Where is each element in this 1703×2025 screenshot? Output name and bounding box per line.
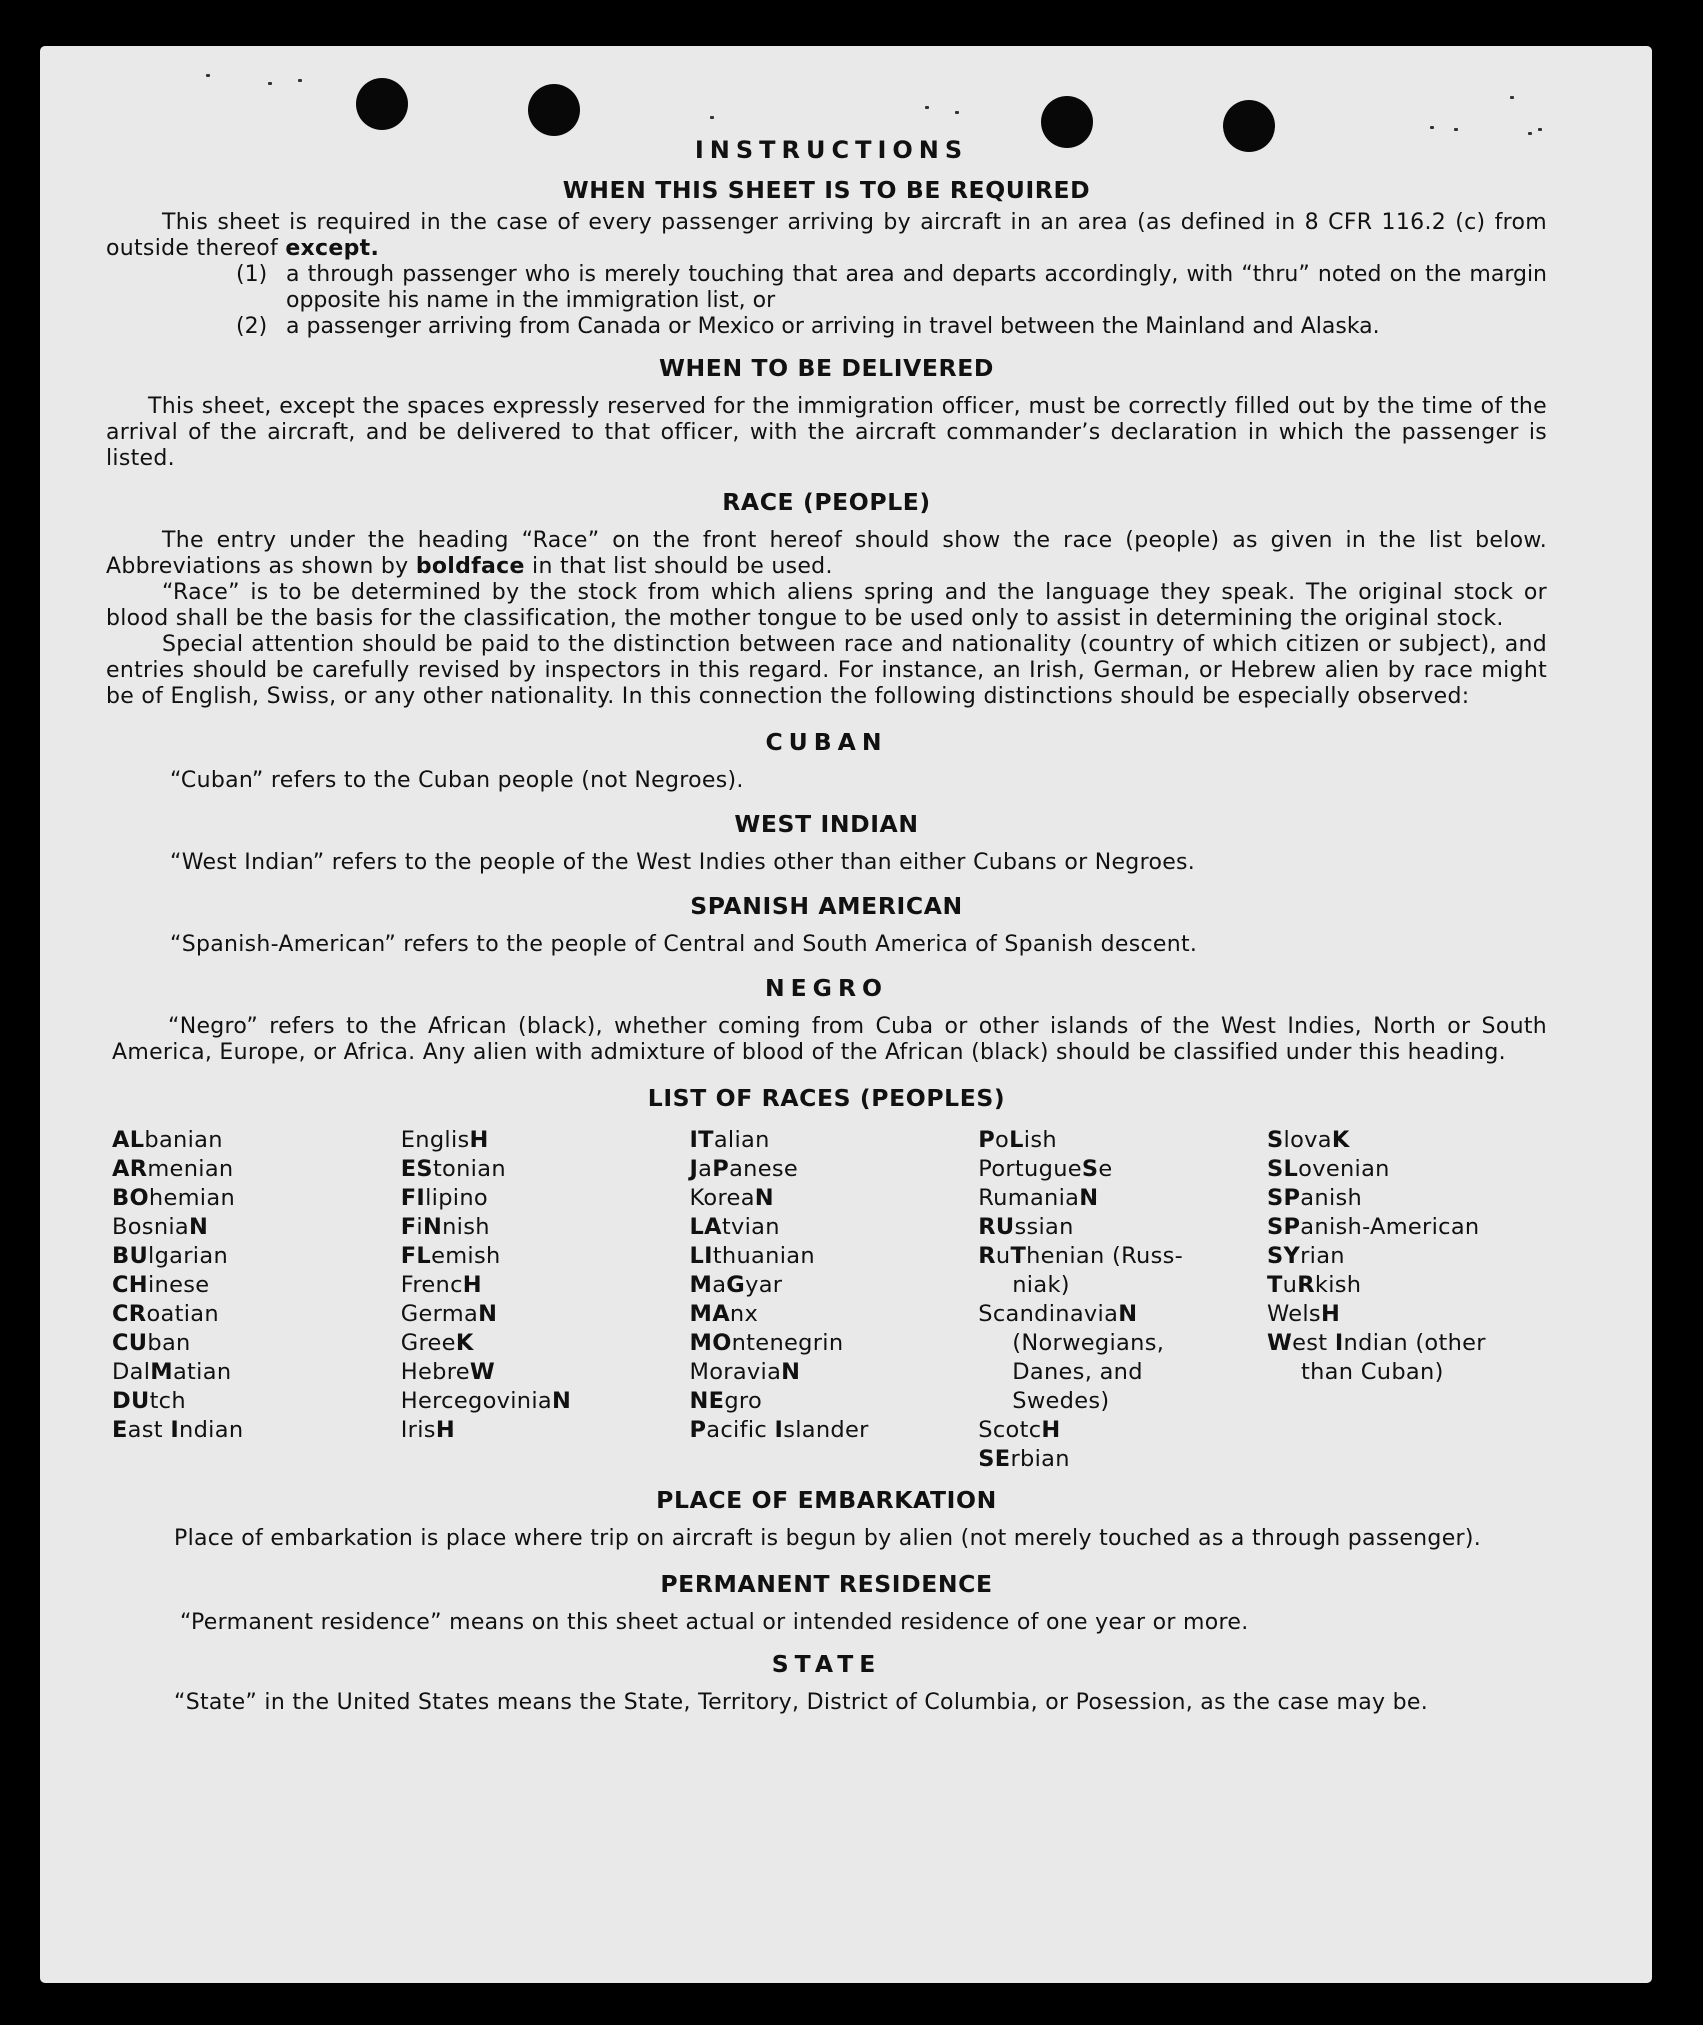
- race-text: atian: [172, 1359, 232, 1385]
- race-paragraph-3: Special attention should be paid to the distinction between race and nationality (country of which citizen or subject), and entries should be carefully revised by inspectors in this regard. For instance, an Irish, German, or Hebrew alien by race might be of English, Swiss, or any other nationality. In this connection the following distinctions should be especially observed:: [106, 632, 1547, 709]
- race-p1-text: The entry under the heading “Race” on the front hereof should show the race (people) as given in the list below. Abbreviations as shown by: [106, 528, 1547, 579]
- race-text: tch: [149, 1388, 186, 1414]
- item-number: (2): [236, 314, 268, 339]
- race-entry: [401, 1416, 675, 1445]
- race-abbrev: P: [978, 1127, 996, 1153]
- race-text: o: [995, 1127, 1010, 1153]
- race-abbrev: N: [422, 1214, 443, 1240]
- race-entry: [401, 1213, 675, 1242]
- race-abbrev: N: [781, 1359, 801, 1385]
- race-text: kish: [1314, 1272, 1362, 1298]
- heading-when-delivered: WHEN TO BE DELIVERED: [659, 354, 994, 382]
- race-abbrev: SP: [1267, 1214, 1301, 1240]
- race-abbrev: LI: [689, 1243, 713, 1269]
- race-text: ssian: [1014, 1214, 1074, 1240]
- race-text: anish: [1300, 1185, 1363, 1211]
- race-entry: [690, 1184, 964, 1213]
- race-text: Englis: [400, 1127, 470, 1153]
- race-abbrev: MA: [689, 1301, 730, 1327]
- heading-west-indian: WEST INDIAN: [734, 810, 919, 838]
- race-text: Scotc: [978, 1417, 1042, 1443]
- race-abbrev: H: [1041, 1417, 1061, 1443]
- race-text: anish-American: [1300, 1214, 1480, 1240]
- race-abbrev: R: [1297, 1272, 1315, 1298]
- race-text: Hercegovinia: [400, 1388, 552, 1414]
- race-entry: [401, 1387, 675, 1416]
- race-abbrev: M: [689, 1272, 713, 1298]
- race-text: ovenian: [1298, 1156, 1390, 1182]
- race-abbrev: CR: [112, 1301, 147, 1327]
- race-abbrev: N: [1079, 1185, 1099, 1211]
- speck: [1528, 132, 1532, 135]
- race-abbrev: L: [1009, 1127, 1024, 1153]
- speck: [206, 74, 210, 77]
- race-text: tvian: [721, 1214, 780, 1240]
- race-abbrev: S: [1267, 1127, 1284, 1153]
- delivered-text: This sheet, except the spaces expressly reserved for the immigration officer, must be correctly filled out by the time of the arrival of the aircraft, and be delivered to that officer, with the aircraft commander’s declaration in which the passenger is listed.: [106, 394, 1547, 471]
- race-text: rian: [1300, 1243, 1345, 1269]
- race-text: yar: [745, 1272, 783, 1298]
- race-abbrev: NE: [689, 1388, 725, 1414]
- race-abbrev: I: [774, 1417, 784, 1443]
- race-p1-text-end: in that list should be used.: [532, 554, 833, 579]
- race-text: Hebre: [400, 1359, 470, 1385]
- race-text: thuanian: [712, 1243, 815, 1269]
- negro-text: “Negro” refers to the African (black), whether coming from Cuba or other islands of the West Indies, North or South America, Europe, or Africa. Any alien with admixture of blood of the African (black) should be classified under this heading.: [112, 1014, 1547, 1065]
- race-abbrev: FI: [400, 1185, 426, 1211]
- race-text: Korea: [689, 1185, 755, 1211]
- race-abbrev: K: [1331, 1127, 1350, 1153]
- race-entry: [112, 1329, 386, 1358]
- race-entry: [112, 1213, 386, 1242]
- race-entry: [112, 1126, 386, 1155]
- race-text: emish: [431, 1243, 501, 1269]
- race-text: inese: [147, 1272, 210, 1298]
- race-entry: [690, 1155, 964, 1184]
- race-abbrev: LA: [689, 1214, 722, 1240]
- heading-negro: NEGRO: [764, 974, 889, 1002]
- race-text: i: [416, 1214, 423, 1240]
- race-entry: [978, 1213, 1252, 1242]
- speck: [710, 116, 714, 119]
- race-entry: [401, 1329, 675, 1358]
- race-text: gro: [724, 1388, 763, 1414]
- required-intro-bold: except.: [285, 236, 380, 261]
- race-entry: [978, 1242, 1252, 1300]
- race-text: oatian: [146, 1301, 219, 1327]
- required-item-2: [106, 314, 1547, 340]
- heading-when-required: WHEN THIS SHEET IS TO BE REQUIRED: [562, 176, 1091, 204]
- race-abbrev: G: [726, 1272, 746, 1298]
- race-abbrev: S: [1081, 1156, 1099, 1182]
- race-entry: [1267, 1184, 1541, 1213]
- race-paragraph-2: “Race” is to be determined by the stock from which aliens spring and the language they speak. The original stock or blood shall be the basis for the classification, the mother tongue to be used only to assist in determining the original stock.: [106, 580, 1547, 631]
- race-entry: [690, 1358, 964, 1387]
- race-abbrev: K: [455, 1330, 474, 1356]
- race-entry: [401, 1271, 675, 1300]
- race-text: ast: [127, 1417, 171, 1443]
- race-abbrev: ES: [400, 1156, 433, 1182]
- race-text: Germa: [400, 1301, 479, 1327]
- race-text: slander: [783, 1417, 869, 1443]
- race-abbrev: MO: [689, 1330, 732, 1356]
- race-text: ndian: [179, 1417, 244, 1443]
- race-text: Scandinavia: [978, 1301, 1119, 1327]
- race-text: nx: [729, 1301, 759, 1327]
- race-abbrev: P: [712, 1156, 730, 1182]
- race-text: rbian: [1010, 1446, 1070, 1472]
- race-entry: [690, 1329, 964, 1358]
- embarkation-text: Place of embarkation is place where trip on aircraft is begun by alien (not merely touched as a through passenger).: [174, 1526, 1482, 1551]
- speck: [925, 106, 929, 109]
- race-abbrev: BO: [112, 1185, 149, 1211]
- race-entry: [690, 1416, 964, 1445]
- race-text: banian: [144, 1127, 223, 1153]
- race-entry: [401, 1300, 675, 1329]
- race-entry: [690, 1271, 964, 1300]
- heading-race: RACE (PEOPLE): [722, 488, 931, 516]
- race-abbrev: CU: [112, 1330, 148, 1356]
- race-abbrev: P: [689, 1417, 707, 1443]
- race-text: u: [995, 1243, 1011, 1269]
- races-list: [106, 1126, 1547, 1474]
- race-entry: [112, 1358, 386, 1387]
- race-abbrev: FL: [400, 1243, 432, 1269]
- race-text: acific: [706, 1417, 775, 1443]
- race-text: nish: [442, 1214, 490, 1240]
- races-column-1: [112, 1126, 386, 1474]
- races-column-2: [401, 1126, 675, 1474]
- speck: [268, 82, 272, 85]
- page-title: INSTRUCTIONS: [694, 136, 969, 164]
- race-abbrev: N: [552, 1388, 572, 1414]
- race-text-continued: (Norwegians,: [1012, 1330, 1165, 1356]
- race-text: ish: [1023, 1127, 1057, 1153]
- heading-list-of-races: LIST OF RACES (PEOPLES): [647, 1084, 1006, 1112]
- race-entry: [690, 1126, 964, 1155]
- race-text: alian: [713, 1127, 770, 1153]
- race-abbrev: N: [189, 1214, 209, 1240]
- race-text: lgarian: [148, 1243, 229, 1269]
- race-entry: [112, 1416, 386, 1445]
- race-entry: [401, 1155, 675, 1184]
- heading-embarkation: PLACE OF EMBARKATION: [656, 1486, 997, 1514]
- punch-hole: [528, 84, 580, 136]
- race-entry: [978, 1416, 1252, 1445]
- race-abbrev: W: [469, 1359, 496, 1385]
- race-entry: [978, 1445, 1252, 1474]
- race-entry: [978, 1184, 1252, 1213]
- race-abbrev: I: [1334, 1330, 1344, 1356]
- race-abbrev: R: [978, 1243, 996, 1269]
- race-entry: [401, 1242, 675, 1271]
- race-abbrev: E: [112, 1417, 128, 1443]
- speck: [1454, 128, 1458, 131]
- race-abbrev: N: [478, 1301, 498, 1327]
- speck: [1430, 126, 1434, 129]
- race-entry: [112, 1300, 386, 1329]
- race-abbrev: H: [469, 1127, 489, 1153]
- punch-hole: [356, 78, 408, 130]
- race-entry: [1267, 1242, 1541, 1271]
- race-text: a: [712, 1272, 727, 1298]
- race-entry: [1267, 1155, 1541, 1184]
- race-text: ban: [147, 1330, 191, 1356]
- race-text: anese: [729, 1156, 799, 1182]
- race-abbrev: SP: [1267, 1185, 1301, 1211]
- race-abbrev: F: [400, 1214, 417, 1240]
- race-text-continued: Swedes): [1012, 1388, 1110, 1414]
- race-text-continued: than Cuban): [1301, 1359, 1444, 1385]
- races-column-4: [978, 1126, 1252, 1474]
- race-text: menian: [147, 1156, 234, 1182]
- race-entry: [112, 1242, 386, 1271]
- races-column-3: [690, 1126, 964, 1474]
- race-text: Frenc: [400, 1272, 463, 1298]
- races-column-5: [1267, 1126, 1541, 1474]
- instructions-content: [106, 136, 1547, 1716]
- race-text: Gree: [400, 1330, 456, 1356]
- race-abbrev: SE: [978, 1446, 1011, 1472]
- race-entry: [112, 1184, 386, 1213]
- race-entry: [401, 1126, 675, 1155]
- race-entry: [978, 1126, 1252, 1155]
- required-item-1: [106, 262, 1547, 314]
- race-entry: [690, 1242, 964, 1271]
- speck: [955, 111, 959, 114]
- race-entry: [978, 1300, 1252, 1416]
- race-abbrev: AL: [112, 1127, 145, 1153]
- speck: [1510, 96, 1514, 99]
- race-abbrev: SL: [1267, 1156, 1299, 1182]
- heading-state: STATE: [771, 1650, 882, 1678]
- required-intro-text: This sheet is required in the case of every passenger arriving by aircraft in an area (as defined in 8 CFR 116.2 (c) from outside thereof: [106, 210, 1547, 261]
- item-text: a passenger arriving from Canada or Mexico or arriving in travel between the Mainland and Alaska.: [286, 314, 1380, 339]
- race-text: Moravia: [689, 1359, 782, 1385]
- race-entry: [1267, 1271, 1541, 1300]
- heading-cuban: CUBAN: [765, 728, 888, 756]
- race-abbrev: M: [150, 1359, 173, 1385]
- race-text: henian (Russ-: [1026, 1243, 1184, 1269]
- race-entry: [112, 1387, 386, 1416]
- race-text: lipino: [425, 1185, 488, 1211]
- heading-spanish-american: SPANISH AMERICAN: [690, 892, 963, 920]
- race-text: Portugue: [978, 1156, 1082, 1182]
- race-abbrev: I: [170, 1417, 180, 1443]
- race-text: a: [698, 1156, 713, 1182]
- race-abbrev: H: [462, 1272, 482, 1298]
- race-text: Dal: [112, 1359, 151, 1385]
- race-abbrev: BU: [112, 1243, 149, 1269]
- race-text: u: [1282, 1272, 1298, 1298]
- residence-text: “Permanent residence” means on this sheet actual or intended residence of one year or more.: [180, 1610, 1249, 1635]
- race-text: Bosnia: [112, 1214, 190, 1240]
- race-text: Iris: [400, 1417, 436, 1443]
- race-entry: [112, 1271, 386, 1300]
- race-abbrev: H: [1320, 1301, 1341, 1327]
- cuban-text: “Cuban” refers to the Cuban people (not Negroes).: [170, 768, 744, 793]
- race-entry: [690, 1213, 964, 1242]
- race-abbrev: AR: [112, 1156, 148, 1182]
- race-abbrev: H: [435, 1417, 455, 1443]
- speck: [1538, 128, 1542, 131]
- race-entry: [690, 1387, 964, 1416]
- race-text: Wels: [1267, 1301, 1321, 1327]
- item-number: (1): [236, 262, 268, 287]
- race-entry: [401, 1184, 675, 1213]
- race-text-continued: niak): [1012, 1272, 1070, 1298]
- west-indian-text: “West Indian” refers to the people of the West Indies other than either Cubans or Negroes.: [170, 850, 1196, 875]
- speck: [298, 79, 302, 82]
- race-abbrev: IT: [689, 1127, 714, 1153]
- race-abbrev: N: [754, 1185, 774, 1211]
- race-entry: [112, 1155, 386, 1184]
- race-entry: [690, 1300, 964, 1329]
- race-abbrev: N: [1118, 1301, 1138, 1327]
- race-p1-bold: boldface: [415, 554, 525, 579]
- race-abbrev: T: [1010, 1243, 1027, 1269]
- race-text: hemian: [148, 1185, 236, 1211]
- race-entry: [1267, 1126, 1541, 1155]
- race-entry: [1267, 1300, 1541, 1329]
- race-text: e: [1098, 1156, 1113, 1182]
- race-entry: [1267, 1329, 1541, 1387]
- race-text: est: [1292, 1330, 1335, 1356]
- race-abbrev: SY: [1267, 1243, 1301, 1269]
- race-entry: [1267, 1213, 1541, 1242]
- race-abbrev: W: [1267, 1330, 1293, 1356]
- race-text: ntenegrin: [731, 1330, 844, 1356]
- race-paragraph-1: [106, 528, 1547, 580]
- race-abbrev: DU: [112, 1388, 150, 1414]
- state-text: “State” in the United States means the State, Territory, District of Columbia, or Posession, as the case may be.: [174, 1690, 1429, 1715]
- race-text: lova: [1283, 1127, 1332, 1153]
- race-entry: [401, 1358, 675, 1387]
- race-text: tonian: [432, 1156, 506, 1182]
- race-abbrev: RU: [978, 1214, 1015, 1240]
- race-abbrev: CH: [112, 1272, 148, 1298]
- race-text-continued: Danes, and: [1012, 1359, 1143, 1385]
- race-entry: [978, 1155, 1252, 1184]
- spanish-american-text: “Spanish-American” refers to the people of Central and South America of Spanish descent.: [170, 932, 1198, 957]
- race-text: Rumania: [978, 1185, 1080, 1211]
- race-abbrev: T: [1267, 1272, 1283, 1298]
- heading-permanent-residence: PERMANENT RESIDENCE: [660, 1570, 993, 1598]
- item-text: a through passenger who is merely touching that area and departs accordingly, with “thru” noted on the margin opposite his name in the immigration list, or: [286, 262, 1547, 313]
- race-abbrev: J: [689, 1156, 699, 1182]
- required-intro: [106, 210, 1547, 262]
- race-text: ndian (other: [1343, 1330, 1486, 1356]
